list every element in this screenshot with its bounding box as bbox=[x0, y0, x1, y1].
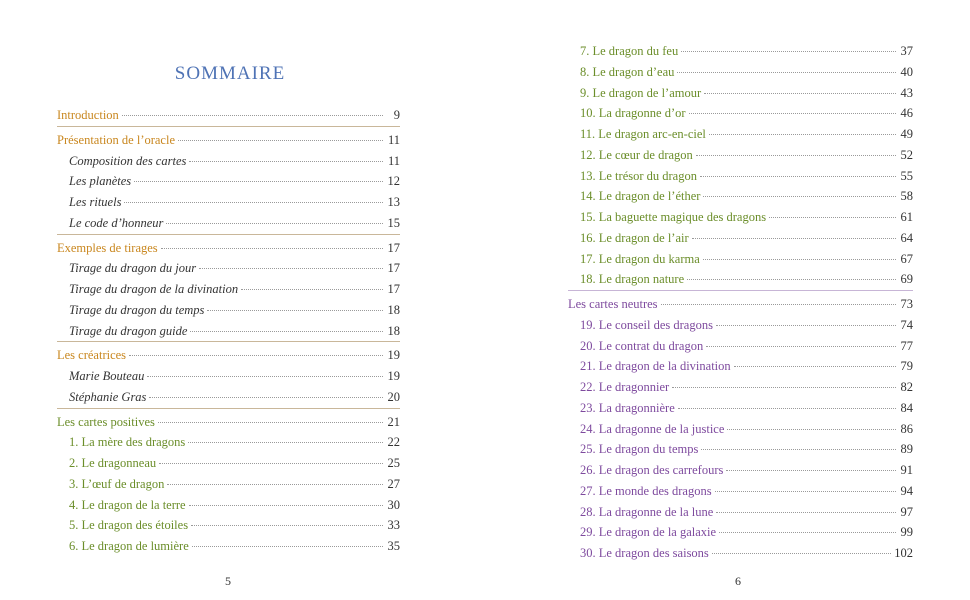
toc-entry[interactable] bbox=[568, 315, 913, 336]
toc-entry[interactable] bbox=[57, 536, 400, 557]
dot-leader bbox=[124, 201, 383, 203]
toc-entry-label: 17. Le dragon du karma bbox=[580, 251, 700, 266]
toc-entry[interactable] bbox=[568, 543, 913, 564]
toc-entry[interactable] bbox=[568, 377, 913, 398]
toc-entry-label: Tirage du dragon du jour bbox=[69, 261, 197, 276]
toc-entry-label: 23. La dragonnière bbox=[580, 400, 675, 415]
toc-entry-page: 40 bbox=[900, 64, 913, 79]
toc-entry-page: 12 bbox=[387, 174, 400, 189]
toc-entry-page: 21 bbox=[387, 414, 400, 429]
toc-entry-page: 69 bbox=[900, 272, 913, 287]
dot-leader bbox=[703, 195, 896, 197]
toc-entry-page: 9 bbox=[393, 108, 400, 122]
toc-entry-page: 86 bbox=[900, 421, 913, 436]
toc-entry-page: 17 bbox=[387, 240, 400, 255]
toc-entry[interactable] bbox=[568, 356, 913, 377]
toc-entry-page: 67 bbox=[900, 251, 913, 266]
dot-leader bbox=[696, 154, 896, 156]
toc-entry-label: Tirage du dragon guide bbox=[69, 323, 188, 338]
dot-leader bbox=[727, 428, 896, 430]
toc-entry[interactable] bbox=[568, 62, 913, 83]
toc-entry-page: 27 bbox=[387, 476, 400, 491]
toc-section-entry[interactable] bbox=[57, 105, 400, 126]
toc-entry-label: 2. Le dragonneau bbox=[69, 456, 157, 470]
dot-leader bbox=[188, 441, 383, 443]
toc-entry-page: 46 bbox=[900, 106, 913, 121]
toc-entry[interactable] bbox=[57, 192, 400, 213]
toc-entry-page: 55 bbox=[900, 168, 913, 183]
toc-entry[interactable] bbox=[568, 228, 913, 249]
toc-entry[interactable] bbox=[568, 419, 913, 440]
toc-entry-label: Présentation de l’oracle bbox=[57, 132, 176, 147]
toc-entry-label: 15. La baguette magique des dragons bbox=[580, 210, 767, 224]
toc-section-entry[interactable] bbox=[568, 294, 913, 315]
toc-entry[interactable] bbox=[568, 186, 913, 207]
toc-entry-label: Composition des cartes bbox=[69, 153, 187, 168]
dot-leader bbox=[689, 112, 896, 114]
toc-entry-label: 5. Le dragon des étoiles bbox=[69, 518, 189, 533]
toc-entry-page: 43 bbox=[900, 85, 913, 100]
dot-leader bbox=[207, 309, 383, 311]
toc-entry-label: 18. Le dragon nature bbox=[580, 272, 685, 287]
toc-entry-label: Les cartes neutres bbox=[568, 297, 658, 311]
toc-list-left bbox=[57, 105, 400, 557]
toc-title: SOMMAIRE bbox=[174, 63, 286, 84]
toc-entry[interactable] bbox=[568, 103, 913, 124]
toc-entry-page: 22 bbox=[387, 435, 400, 450]
toc-entry[interactable] bbox=[57, 366, 400, 387]
toc-entry-label: Marie Bouteau bbox=[69, 369, 145, 383]
dot-leader bbox=[129, 354, 383, 356]
toc-entry[interactable] bbox=[568, 207, 913, 228]
toc-entry[interactable] bbox=[568, 481, 913, 502]
dot-leader bbox=[178, 139, 383, 141]
toc-entry-page: 15 bbox=[387, 215, 400, 230]
toc-entry-page: 18 bbox=[387, 323, 400, 338]
dot-leader bbox=[703, 258, 896, 260]
page-number-right: 6 bbox=[735, 574, 741, 588]
toc-entry-page: 77 bbox=[900, 338, 913, 353]
toc-entry[interactable] bbox=[57, 151, 400, 172]
dot-leader bbox=[147, 375, 383, 377]
toc-entry-label: 7. Le dragon du feu bbox=[580, 44, 679, 58]
toc-entry[interactable] bbox=[568, 398, 913, 419]
toc-section-entry[interactable] bbox=[57, 130, 400, 151]
toc-entry-page: 13 bbox=[387, 195, 400, 209]
toc-entry[interactable] bbox=[568, 145, 913, 166]
toc-entry-label: Tirage du dragon du temps bbox=[69, 302, 205, 317]
dot-leader bbox=[161, 247, 383, 249]
toc-entry-label: Stéphanie Gras bbox=[69, 389, 147, 404]
toc-entry-label: 26. Le dragon des carrefours bbox=[580, 463, 724, 477]
toc-entry-label: 28. La dragonne de la lune bbox=[580, 504, 714, 519]
toc-entry-page: 84 bbox=[900, 400, 913, 415]
toc-entry-page: 79 bbox=[900, 359, 913, 374]
toc-entry[interactable] bbox=[568, 460, 913, 481]
toc-entry-label: 21. Le dragon de la divination bbox=[580, 359, 731, 374]
toc-entry-page: 82 bbox=[900, 380, 913, 394]
dot-leader bbox=[167, 483, 383, 485]
toc-section-entry[interactable] bbox=[57, 238, 400, 259]
toc-entry[interactable] bbox=[57, 432, 400, 453]
toc-entry[interactable] bbox=[568, 124, 913, 145]
toc-entry-page: 49 bbox=[900, 127, 913, 141]
dot-leader bbox=[706, 345, 896, 347]
toc-entry-label: 24. La dragonne de la justice bbox=[580, 421, 725, 436]
dot-leader bbox=[122, 114, 383, 116]
toc-entry-page: 18 bbox=[387, 302, 400, 317]
right-page bbox=[485, 0, 970, 600]
toc-entry-page: 52 bbox=[900, 147, 913, 162]
dot-leader bbox=[692, 237, 896, 239]
toc-entry-label: 27. Le monde des dragons bbox=[580, 483, 712, 498]
toc-entry-page: 58 bbox=[900, 189, 913, 204]
toc-entry[interactable] bbox=[57, 453, 400, 474]
dot-leader bbox=[700, 175, 896, 177]
toc-entry[interactable] bbox=[57, 474, 400, 495]
toc-entry-label: 30. Le dragon des saisons bbox=[580, 546, 709, 560]
toc-entry[interactable] bbox=[57, 300, 400, 321]
toc-entry[interactable] bbox=[57, 279, 400, 300]
toc-entry-page: 89 bbox=[900, 442, 913, 457]
toc-entry-page: 25 bbox=[387, 456, 400, 470]
dot-leader bbox=[678, 407, 896, 409]
dot-leader bbox=[241, 288, 383, 290]
toc-entry-label: 10. La dragonne d’or bbox=[580, 106, 686, 121]
dot-leader bbox=[134, 180, 383, 182]
toc-entry-label: 11. Le dragon arc-en-ciel bbox=[580, 127, 706, 141]
toc-entry[interactable] bbox=[568, 166, 913, 187]
dot-leader bbox=[704, 92, 896, 94]
toc-entry-label: 29. Le dragon de la galaxie bbox=[580, 525, 717, 540]
toc-entry-page: 73 bbox=[900, 297, 913, 311]
toc-entry-page: 17 bbox=[387, 282, 400, 296]
toc-entry-page: 99 bbox=[900, 525, 913, 540]
toc-entry-label: Les planètes bbox=[69, 174, 132, 189]
toc-entry-page: 74 bbox=[900, 317, 913, 332]
toc-entry-label: 6. Le dragon de lumière bbox=[69, 539, 189, 553]
toc-entry-page: 37 bbox=[900, 44, 913, 58]
toc-entry[interactable] bbox=[57, 258, 400, 279]
toc-entry-page: 19 bbox=[387, 348, 400, 363]
toc-entry-label: Le code d’honneur bbox=[69, 215, 164, 230]
toc-entry[interactable] bbox=[57, 515, 400, 536]
dot-leader bbox=[769, 216, 896, 218]
toc-entry-page: 33 bbox=[387, 518, 400, 533]
dot-leader bbox=[687, 278, 896, 280]
dot-leader bbox=[190, 330, 383, 332]
toc-section-entry[interactable] bbox=[57, 345, 400, 366]
dot-leader bbox=[189, 160, 383, 162]
toc-entry[interactable] bbox=[57, 321, 400, 342]
toc-entry-label: 12. Le cœur de dragon bbox=[580, 147, 693, 162]
toc-entry-label: 13. Le trésor du dragon bbox=[580, 168, 697, 183]
toc-entry[interactable] bbox=[568, 83, 913, 104]
toc-entry-page: 11 bbox=[387, 132, 400, 147]
toc-entry-page: 91 bbox=[900, 463, 913, 477]
dot-leader bbox=[189, 504, 383, 506]
toc-section-entry[interactable] bbox=[57, 412, 400, 433]
toc-entry-page: 17 bbox=[387, 261, 400, 276]
dot-leader bbox=[701, 448, 896, 450]
toc-entry-page: 30 bbox=[387, 497, 400, 512]
toc-entry-label: Les créatrices bbox=[57, 348, 127, 363]
toc-entry-label: 16. Le dragon de l’air bbox=[580, 230, 689, 245]
toc-entry-label: Tirage du dragon de la divination bbox=[69, 282, 239, 296]
toc-entry-page: 102 bbox=[894, 546, 913, 560]
toc-entry[interactable] bbox=[57, 495, 400, 516]
toc-entry-label: Introduction bbox=[57, 108, 119, 122]
toc-entry[interactable] bbox=[57, 387, 400, 408]
toc-entry[interactable] bbox=[568, 522, 913, 543]
toc-entry-label: 22. Le dragonnier bbox=[580, 380, 670, 394]
toc-entry-page: 97 bbox=[900, 504, 913, 519]
dot-leader bbox=[149, 396, 383, 398]
toc-entry-label: Exemples de tirages bbox=[57, 240, 158, 255]
toc-entry-page: 11 bbox=[387, 153, 400, 168]
dot-leader bbox=[166, 222, 383, 224]
toc-entry-label: 4. Le dragon de la terre bbox=[69, 497, 186, 512]
dot-leader bbox=[715, 490, 896, 492]
toc-entry[interactable] bbox=[568, 41, 913, 62]
toc-entry[interactable] bbox=[568, 502, 913, 523]
dot-leader bbox=[681, 50, 896, 52]
toc-entry[interactable] bbox=[568, 336, 913, 357]
dot-leader bbox=[712, 552, 891, 554]
dot-leader bbox=[677, 71, 896, 73]
dot-leader bbox=[199, 267, 383, 269]
toc-entry-page: 19 bbox=[387, 369, 400, 383]
dot-leader bbox=[719, 531, 896, 533]
toc-entry[interactable] bbox=[568, 439, 913, 460]
toc-entry-page: 61 bbox=[900, 210, 913, 224]
toc-entry-label: 19. Le conseil des dragons bbox=[580, 317, 713, 332]
dot-leader bbox=[158, 421, 383, 423]
toc-entry-page: 20 bbox=[387, 389, 400, 404]
toc-entry-label: 20. Le contrat du dragon bbox=[580, 338, 704, 353]
dot-leader bbox=[159, 462, 383, 464]
page-number-left: 5 bbox=[225, 574, 231, 588]
toc-entry-label: Les rituels bbox=[69, 195, 122, 209]
toc-entry[interactable] bbox=[568, 249, 913, 270]
dot-leader bbox=[709, 133, 896, 135]
toc-entry-page: 64 bbox=[900, 230, 913, 245]
dot-leader bbox=[192, 545, 383, 547]
toc-entry-page: 35 bbox=[387, 539, 400, 553]
toc-entry-page: 94 bbox=[900, 483, 913, 498]
toc-entry[interactable] bbox=[568, 269, 913, 290]
dot-leader bbox=[726, 469, 896, 471]
toc-entry[interactable] bbox=[57, 171, 400, 192]
toc-entry-label: 3. L’œuf de dragon bbox=[69, 476, 165, 491]
dot-leader bbox=[672, 386, 896, 388]
toc-entry[interactable] bbox=[57, 213, 400, 234]
dot-leader bbox=[716, 324, 896, 326]
toc-entry-label: 25. Le dragon du temps bbox=[580, 442, 699, 457]
toc-entry-label: 14. Le dragon de l’éther bbox=[580, 189, 701, 204]
dot-leader bbox=[734, 365, 896, 367]
toc-entry-label: 1. La mère des dragons bbox=[69, 435, 186, 450]
toc-entry-label: Les cartes positives bbox=[57, 414, 155, 429]
dot-leader bbox=[191, 524, 383, 526]
toc-entry-label: 9. Le dragon de l’amour bbox=[580, 85, 702, 100]
dot-leader bbox=[661, 303, 896, 305]
toc-list-right bbox=[568, 41, 913, 564]
toc-entry-label: 8. Le dragon d’eau bbox=[580, 64, 675, 79]
dot-leader bbox=[716, 511, 896, 513]
